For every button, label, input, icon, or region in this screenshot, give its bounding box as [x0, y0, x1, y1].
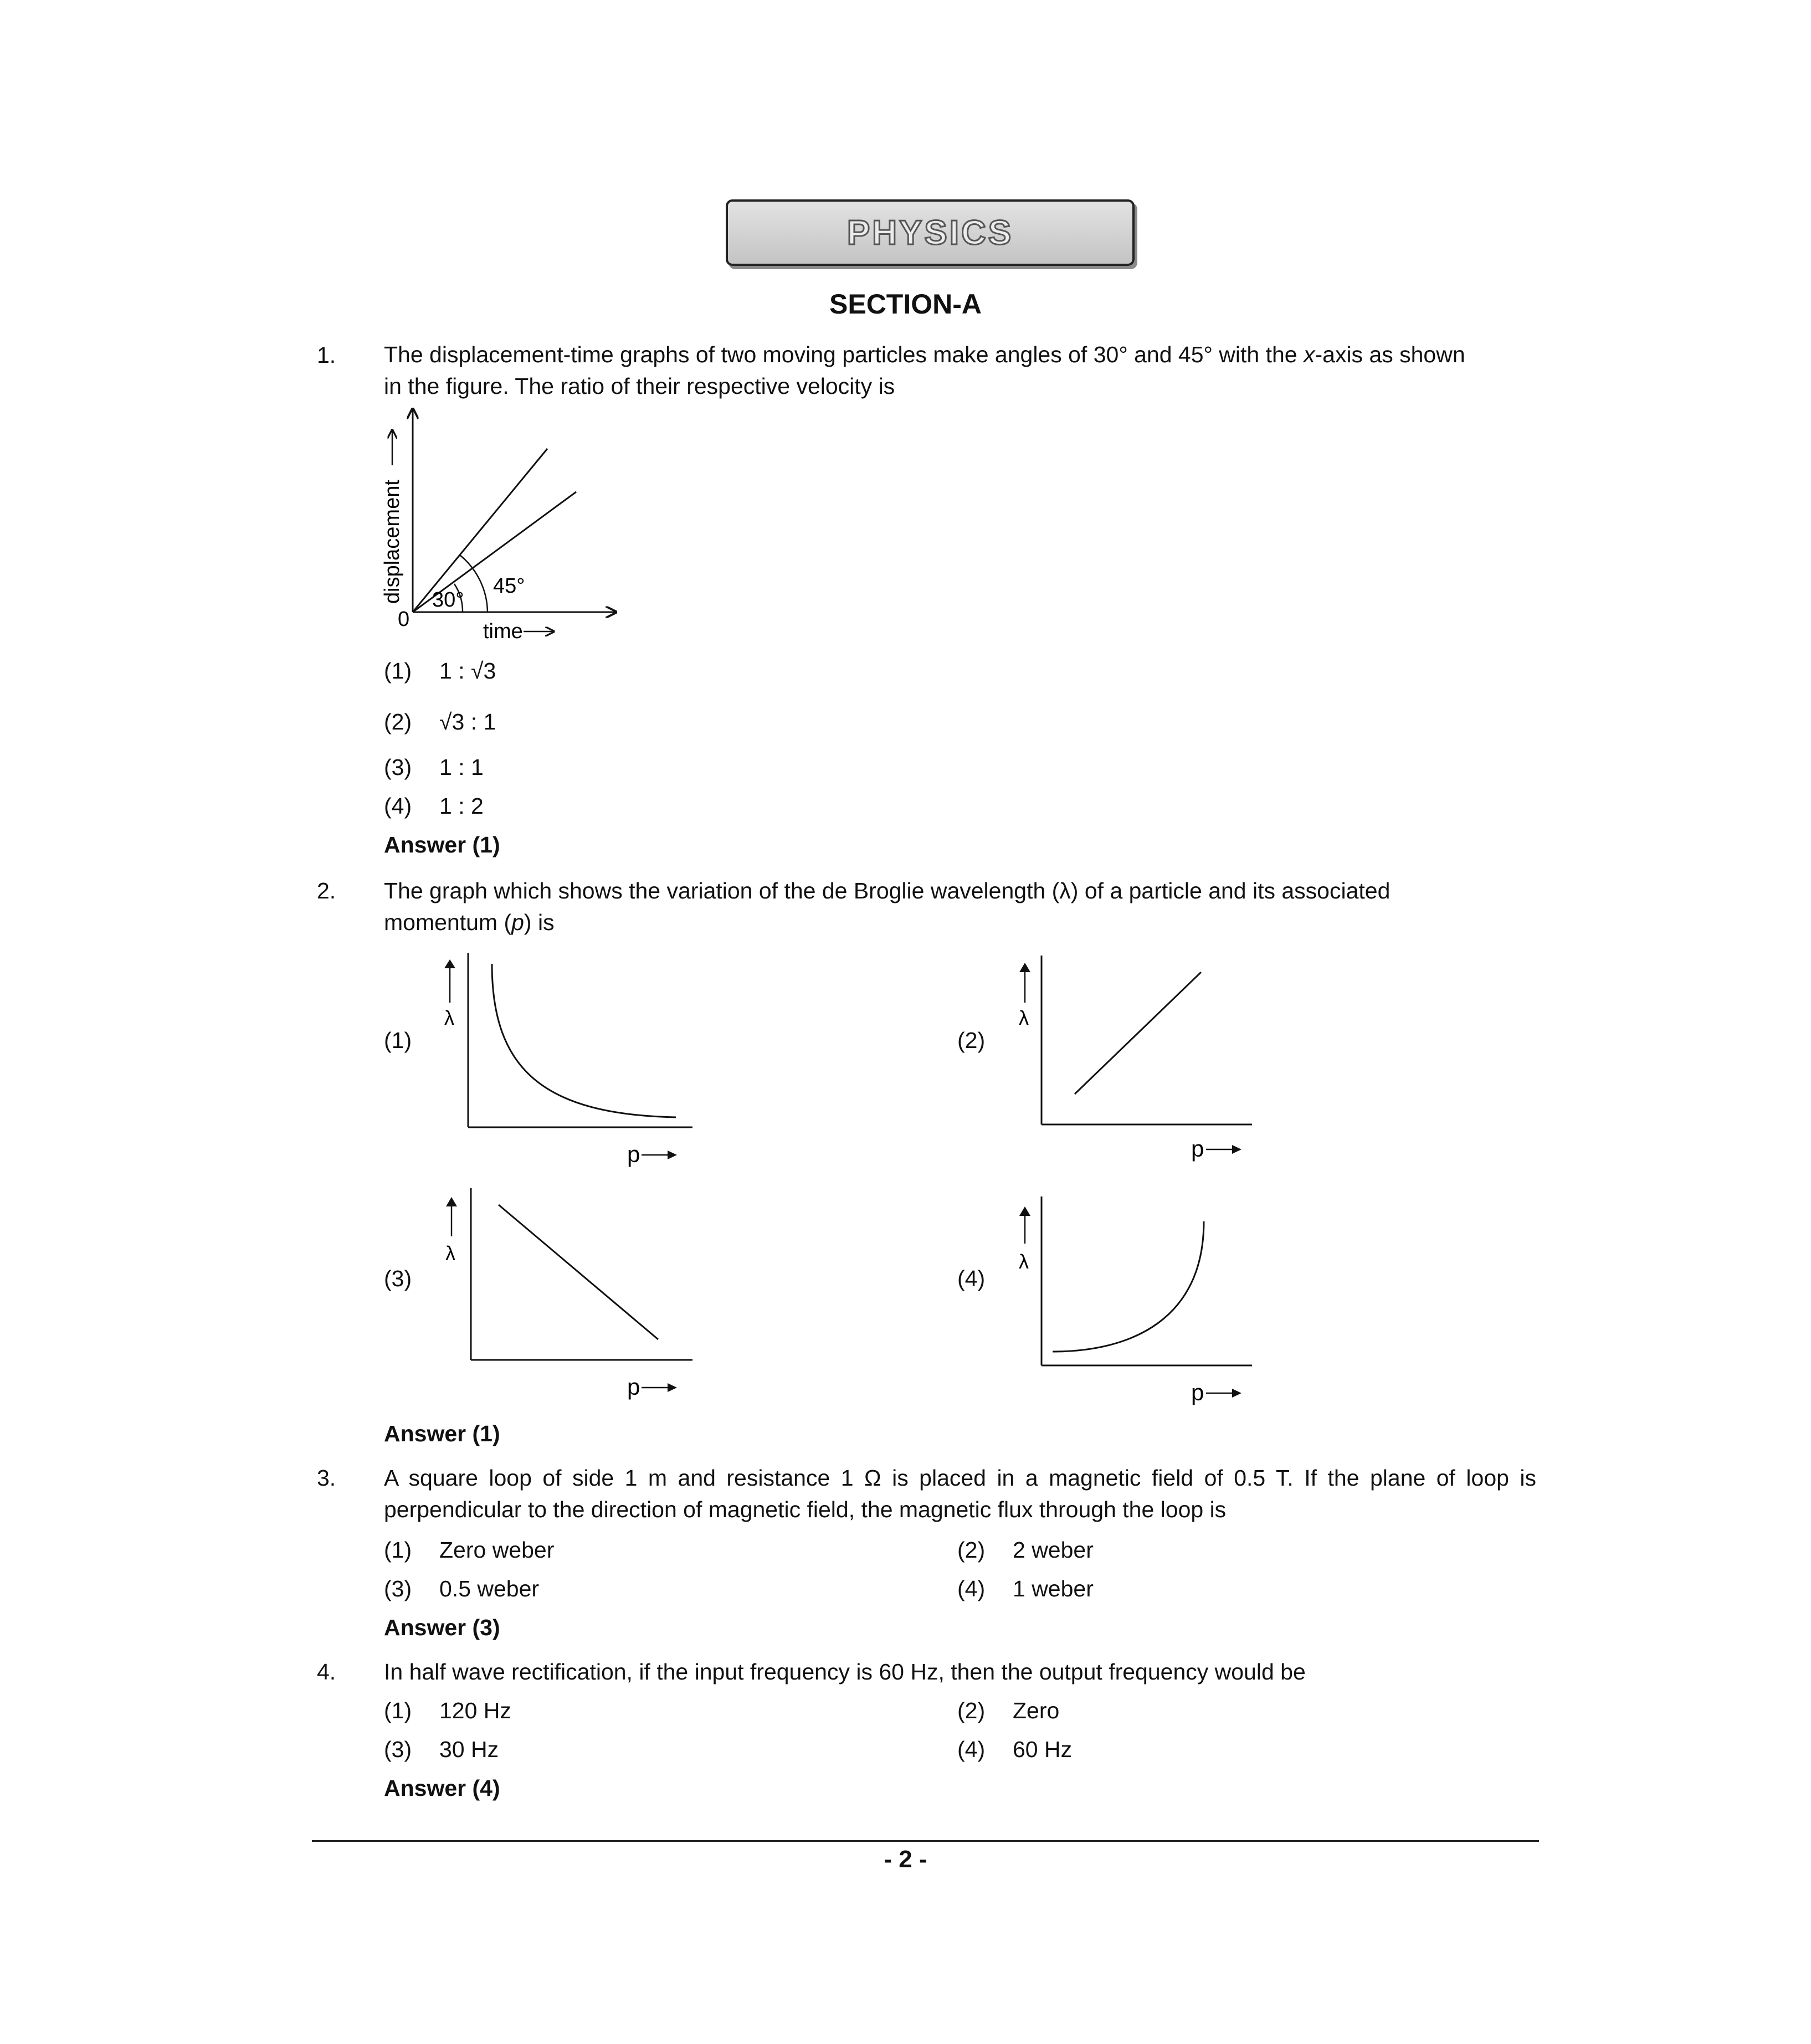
question-4-number: 4. — [317, 1659, 336, 1684]
section-title: SECTION-A — [829, 289, 982, 320]
x-axis-label: time — [483, 620, 523, 643]
q2-graph-4[interactable] — [1005, 1191, 1271, 1413]
graph-1-y-arrowhead — [444, 959, 455, 968]
question-2-text: The graph which shows the variation of the de Broglie wavelength (λ) of a particle and its associated momentum (p) is — [384, 878, 1391, 935]
question-3-text: A square loop of side 1 m and resistance 1 Ω is placed in a magnetic field of 0.5 T. If the plane of loop is perpendicular to the direction of magnetic field, the magnetic flux through the loop is — [384, 1465, 1536, 1522]
question-3-number: 3. — [317, 1465, 336, 1491]
graph-2-x-arrowhead — [1232, 1145, 1241, 1154]
q2-graph-2[interactable] — [1005, 953, 1271, 1174]
q4-option-2[interactable]: (2) Zero — [957, 1698, 1060, 1723]
graph-3-x-label: p — [627, 1374, 640, 1400]
angle-arc-45 — [460, 555, 488, 612]
graph-3-line — [499, 1205, 658, 1339]
q3-option-2[interactable]: (2) 2 weber — [957, 1537, 1094, 1563]
q2-graph-1[interactable] — [432, 953, 698, 1174]
displacement-time-figure — [360, 404, 626, 648]
subject-banner — [726, 199, 1135, 266]
graph-1-y-label: λ — [444, 1006, 454, 1029]
q4-option-3[interactable]: (3) 30 Hz — [384, 1737, 499, 1762]
q1-option-2[interactable]: (2) √3 : 1 — [384, 709, 496, 735]
q2-graph-3[interactable] — [432, 1185, 698, 1407]
graph-1-x-label: p — [627, 1141, 640, 1167]
y-axis-label: displacement — [381, 480, 404, 604]
graph-2-line — [1075, 972, 1201, 1094]
question-2-number: 2. — [317, 878, 336, 903]
footer-divider — [312, 1840, 1539, 1842]
graph-4-curve — [1053, 1221, 1204, 1352]
q4-option-1[interactable]: (1) 120 Hz — [384, 1698, 511, 1723]
q1-option-1[interactable]: (1) 1 : √3 — [384, 658, 496, 684]
q3-option-4[interactable]: (4) 1 weber — [957, 1576, 1094, 1601]
graph-4-y-label: λ — [1019, 1250, 1029, 1273]
q3-option-3[interactable]: (3) 0.5 weber — [384, 1576, 540, 1601]
x-axis-italic: x — [1303, 342, 1315, 367]
question-4-text: In half wave rectification, if the input frequency is 60 Hz, then the output frequency would be — [384, 1659, 1306, 1684]
graph-2-y-label: λ — [1019, 1006, 1029, 1029]
graph-4-x-arrowhead — [1232, 1389, 1241, 1398]
q2-graph-1-label[interactable]: (1) — [384, 1028, 412, 1053]
q3-option-1[interactable]: (1) Zero weber — [384, 1537, 555, 1563]
q4-answer: Answer (4) — [384, 1775, 500, 1801]
q3-answer: Answer (3) — [384, 1615, 500, 1640]
graph-4-x-label: p — [1191, 1379, 1204, 1405]
angle-label-45: 45° — [493, 574, 525, 598]
question-1-number: 1. — [317, 342, 336, 368]
q4-option-4[interactable]: (4) 60 Hz — [957, 1737, 1073, 1762]
graph-1-curve — [492, 964, 676, 1117]
q2-answer: Answer (1) — [384, 1421, 500, 1446]
graph-3-y-label: λ — [445, 1242, 455, 1265]
origin-label: 0 — [398, 608, 410, 631]
q2-graph-3-label[interactable]: (3) — [384, 1266, 412, 1291]
graph-line-steep — [413, 449, 547, 612]
graph-2-x-label: p — [1191, 1136, 1204, 1162]
q2-graph-2-label[interactable]: (2) — [957, 1028, 986, 1053]
page-number: - 2 - — [884, 1846, 927, 1873]
graph-3-y-arrowhead — [446, 1197, 457, 1206]
question-1-text: The displacement-time graphs of two moving particles make angles of 30° and 45° with the x-axis as shown in the figure. The ratio of their respective velocity is — [384, 342, 1465, 399]
subject-title: PHYSICS — [846, 213, 1014, 252]
graph-3-x-arrowhead — [668, 1383, 677, 1392]
q1-option-3[interactable]: (3) 1 : 1 — [384, 754, 484, 780]
angle-label-30: 30° — [432, 588, 464, 612]
q1-option-4[interactable]: (4) 1 : 2 — [384, 793, 484, 819]
graph-4-y-arrowhead — [1019, 1206, 1030, 1216]
graph-2-y-arrowhead — [1019, 963, 1030, 972]
q1-answer: Answer (1) — [384, 832, 500, 857]
q2-graph-4-label[interactable]: (4) — [957, 1266, 986, 1291]
graph-1-x-arrowhead — [668, 1151, 677, 1159]
